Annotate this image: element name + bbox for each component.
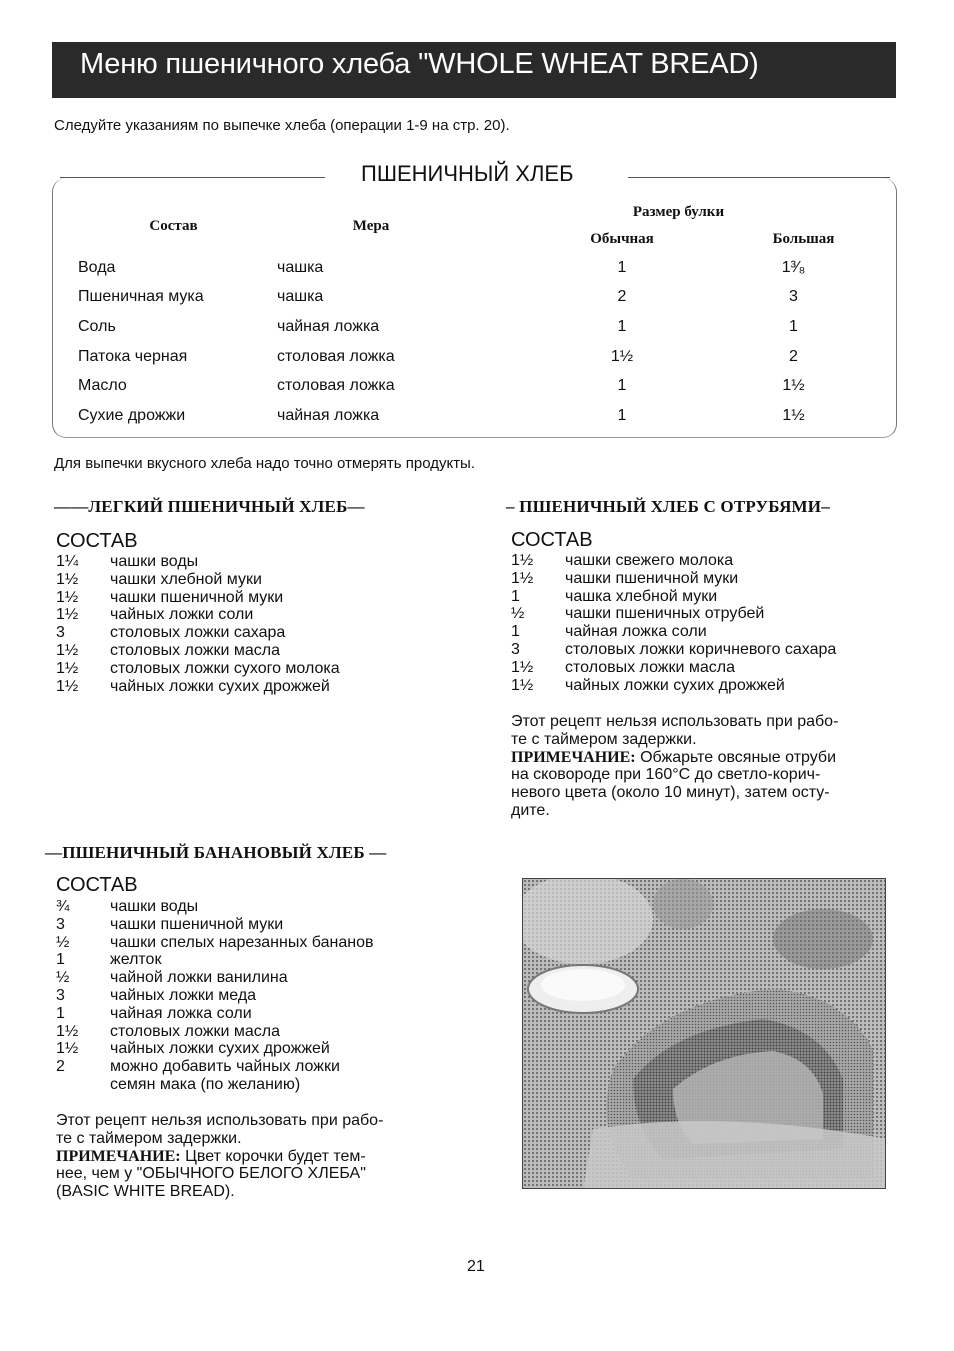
- note-line: на сковороде при 160°С до светло-корич-: [511, 766, 821, 784]
- table-row: [70, 283, 870, 313]
- normal-size-cell: 1½: [610, 347, 634, 365]
- item-text: столовых ложки масла: [565, 658, 736, 676]
- light-bread-ingredients: [56, 553, 340, 695]
- item-text: чашки свежего молока: [565, 552, 734, 569]
- large-size-cell: 1³⁄₈: [781, 258, 806, 276]
- table-row: [70, 312, 870, 342]
- note-line: нее, чем у "ОБЫЧНОГО БЕЛОГО ХЛЕБА": [56, 1165, 366, 1183]
- measure-cell: чашка: [277, 288, 324, 306]
- note-line: те с таймером задержки.: [511, 730, 697, 748]
- list-item: [511, 605, 836, 623]
- ingredient-cell: Пшеничная мука: [78, 288, 204, 306]
- item-text: чайных ложки сухих дрожжей: [110, 1040, 330, 1058]
- note-line: те с таймером задержки.: [56, 1129, 242, 1147]
- measure-cell: столовая ложка: [277, 347, 395, 365]
- list-item: [56, 624, 340, 642]
- ingredient-cell: Соль: [78, 317, 116, 335]
- list-item: [56, 916, 373, 934]
- item-quantity: 1½: [511, 552, 534, 569]
- large-size-cell: 1½: [782, 377, 805, 395]
- ingredient-cell: Масло: [78, 377, 127, 395]
- normal-size-cell: 1: [617, 258, 627, 276]
- measure-cell: чайная ложка: [277, 317, 380, 335]
- item-quantity: 1½: [511, 569, 534, 587]
- list-item: [56, 898, 373, 916]
- list-item: [56, 1058, 373, 1076]
- item-quantity: 3: [56, 915, 65, 933]
- light-bread-title: ——ЛЕГКИЙ ПШЕНИЧНЫЙ ХЛЕБ—: [54, 497, 365, 516]
- item-text: столовых ложки сухого молока: [110, 659, 340, 677]
- item-text: чайных ложки меда: [110, 986, 257, 1004]
- measure-cell: чашка: [277, 258, 324, 276]
- item-quantity: 1½: [56, 570, 79, 588]
- large-size-cell: 3: [789, 288, 798, 306]
- list-item: [511, 552, 836, 570]
- list-item: [56, 553, 340, 571]
- item-quantity: 2: [56, 1058, 65, 1076]
- item-text: чайных ложки сухих дрожжей: [565, 676, 785, 694]
- item-quantity: ½: [56, 969, 70, 987]
- item-text: столовых ложки масла: [110, 1022, 281, 1040]
- note-line: Этот рецепт нельзя использовать при рабо-: [56, 1112, 384, 1129]
- banana-bread-sostav: СОСТАВ: [56, 874, 138, 896]
- page-title: Меню пшеничного хлеба "WHOLE WHEAT BREAD): [52, 42, 896, 98]
- item-text: семян мака (по желанию): [110, 1075, 301, 1093]
- item-text: чайная ложка соли: [110, 1004, 252, 1022]
- item-quantity: 1: [56, 1004, 65, 1022]
- table-row: [70, 342, 870, 372]
- table-row: [70, 253, 870, 283]
- list-item: [56, 642, 340, 660]
- item-quantity: 1½: [56, 588, 79, 606]
- note-label: ПРИМЕЧАНИЕ:: [511, 748, 636, 766]
- measure-cell: столовая ложка: [277, 377, 395, 395]
- item-text: столовых ложки коричневого сахара: [565, 640, 837, 658]
- item-quantity: ½: [511, 605, 525, 623]
- item-text: чашки пшеничной муки: [110, 588, 284, 606]
- page-number: 21: [467, 1258, 485, 1275]
- item-text: чашки пшеничной муки: [565, 569, 739, 587]
- item-text: чашки хлебной муки: [110, 570, 262, 588]
- item-quantity: [56, 1076, 110, 1094]
- item-quantity: 3: [56, 986, 65, 1004]
- item-quantity: 1¼: [56, 553, 79, 570]
- note-text: Обжарьте овсяные отруби: [635, 748, 837, 766]
- banana-bread-title: —ПШЕНИЧНЫЙ БАНАНОВЫЙ ХЛЕБ —: [45, 843, 387, 862]
- large-size-cell: 1½: [782, 406, 805, 424]
- list-item: [56, 1040, 373, 1058]
- list-item: [511, 623, 836, 641]
- note-line: Этот рецепт нельзя использовать при рабо-: [511, 713, 839, 730]
- item-text: чашки воды: [110, 898, 199, 915]
- item-text: чашки воды: [110, 553, 199, 570]
- intro-text: Следуйте указаниям по выпечке хлеба (операции 1-9 на стр. 20).: [54, 117, 510, 134]
- bread-photo: [522, 878, 886, 1189]
- list-item: [56, 1076, 373, 1094]
- col-header-ingredient: Состав: [149, 217, 198, 234]
- item-text: чайной ложки ванилина: [110, 969, 288, 987]
- large-size-cell: 2: [789, 347, 798, 365]
- item-quantity: 1: [511, 623, 520, 641]
- list-item: [56, 934, 373, 952]
- note-first-line: [56, 1148, 383, 1166]
- note-line: невого цвета (около 10 минут), затем осту-: [511, 784, 830, 802]
- ingredient-cell: Патока черная: [78, 347, 188, 365]
- note-line: (BASIC WHITE BREAD).: [56, 1183, 235, 1201]
- frame-divider-right: [628, 177, 890, 178]
- normal-size-cell: 1: [617, 317, 627, 335]
- note-text: Цвет корочки будет тем-: [180, 1147, 366, 1165]
- ingredient-cell: Сухие дрожжи: [78, 406, 186, 424]
- normal-size-cell: 2: [617, 288, 627, 306]
- item-quantity: 1½: [56, 641, 79, 659]
- item-quantity: 1½: [511, 676, 534, 694]
- bran-bread-title: – ПШЕНИЧНЫЙ ХЛЕБ С ОТРУБЯМИ–: [506, 497, 830, 516]
- ingredient-table: [70, 199, 870, 431]
- item-quantity: ¾: [56, 898, 70, 915]
- item-quantity: 1½: [56, 659, 79, 677]
- bran-bread-note: [511, 713, 838, 820]
- item-text: чайных ложки соли: [110, 606, 254, 624]
- banana-bread-note: [56, 1112, 383, 1201]
- list-item: [56, 1005, 373, 1023]
- item-text: чашки пшеничных отрубей: [565, 605, 765, 623]
- item-quantity: 1½: [511, 658, 534, 676]
- list-item: [56, 571, 340, 589]
- note-line: дите.: [511, 801, 550, 819]
- col-header-normal: Обычная: [590, 230, 654, 247]
- list-item: [56, 678, 340, 696]
- item-quantity: ½: [56, 933, 70, 951]
- normal-size-cell: 1: [617, 406, 627, 424]
- item-quantity: 1½: [56, 606, 79, 624]
- list-item: [56, 589, 340, 607]
- list-item: [511, 641, 836, 659]
- table-title: ПШЕНИЧНЫЙ ХЛЕБ: [355, 161, 580, 187]
- col-header-large: Большая: [772, 230, 835, 247]
- measure-cell: чайная ложка: [277, 406, 380, 424]
- ingredient-cell: Вода: [78, 258, 116, 276]
- list-item: [511, 659, 836, 677]
- item-quantity: 1½: [56, 1022, 79, 1040]
- item-quantity: 1½: [56, 677, 79, 695]
- item-text: можно добавить чайных ложки: [110, 1058, 340, 1076]
- item-text: чайная ложка соли: [565, 623, 707, 641]
- table-row: [70, 371, 870, 401]
- normal-size-cell: 1: [617, 377, 627, 395]
- list-item: [56, 660, 340, 678]
- bread-photo-graphic: [523, 879, 886, 1189]
- table-row: [70, 401, 870, 431]
- list-item: [56, 969, 373, 987]
- item-quantity: 1½: [56, 1040, 79, 1058]
- list-item: [56, 606, 340, 624]
- item-text: чашки пшеничной муки: [110, 915, 284, 933]
- list-item: [511, 570, 836, 588]
- item-quantity: 1: [511, 587, 520, 605]
- item-text: чайных ложки сухих дрожжей: [110, 677, 330, 695]
- list-item: [511, 588, 836, 606]
- item-quantity: 3: [56, 624, 65, 642]
- item-text: чашки спелых нарезанных бананов: [110, 933, 374, 951]
- item-quantity: 1: [56, 951, 65, 969]
- col-header-size: Размер булки: [632, 203, 725, 220]
- light-bread-sostav: СОСТАВ: [56, 530, 138, 552]
- item-text: столовых ложки сахара: [110, 624, 286, 642]
- list-item: [56, 987, 373, 1005]
- item-quantity: 3: [511, 640, 520, 658]
- note-label: ПРИМЕЧАНИЕ:: [56, 1147, 181, 1165]
- bran-bread-sostav: СОСТАВ: [511, 529, 593, 551]
- list-item: [56, 1023, 373, 1041]
- note-first-line: [511, 749, 838, 767]
- item-text: желток: [110, 951, 162, 969]
- item-text: чашка хлебной муки: [565, 587, 718, 605]
- list-item: [56, 951, 373, 969]
- bran-bread-ingredients: [511, 552, 836, 694]
- banana-bread-ingredients: [56, 898, 373, 1094]
- col-header-measure: Мера: [352, 217, 390, 234]
- item-text: столовых ложки масла: [110, 641, 281, 659]
- list-item: [511, 677, 836, 695]
- measure-note: Для выпечки вкусного хлеба надо точно отмерять продукты.: [54, 455, 476, 472]
- large-size-cell: 1: [789, 317, 798, 335]
- frame-divider-left: [60, 177, 325, 178]
